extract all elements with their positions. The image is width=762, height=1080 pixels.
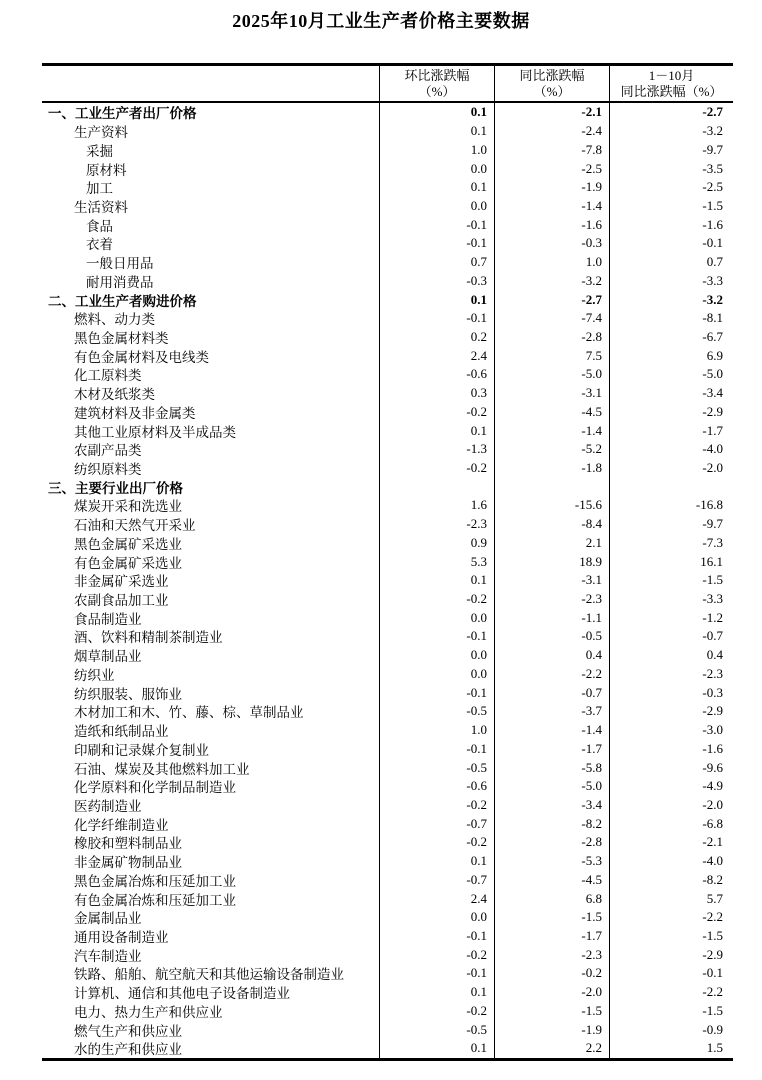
row-value: -2.3 — [609, 665, 733, 684]
table-row — [42, 964, 733, 983]
row-label: 金属制品业 — [74, 911, 142, 927]
row-value: -0.2 — [379, 833, 494, 852]
row-value: -2.3 — [379, 515, 494, 534]
table-row — [42, 702, 733, 721]
row-value: -8.4 — [494, 515, 609, 534]
column-header-line: （%） — [533, 83, 571, 99]
row-value: -0.3 — [494, 234, 609, 253]
row-value: -2.2 — [494, 665, 609, 684]
row-value — [609, 477, 733, 496]
row-value: -0.3 — [609, 683, 733, 702]
row-value: -0.2 — [379, 1002, 494, 1021]
row-value: -2.3 — [494, 945, 609, 964]
row-value: -7.3 — [609, 534, 733, 553]
row-value: 7.5 — [494, 346, 609, 365]
table-row — [42, 1002, 733, 1021]
row-value: -3.1 — [494, 571, 609, 590]
row-label: 建筑材料及非金属类 — [74, 405, 196, 421]
row-value: -3.2 — [494, 271, 609, 290]
row-label: 燃料、动力类 — [74, 312, 155, 328]
table-row — [42, 739, 733, 758]
row-label: 采掘 — [86, 143, 113, 159]
row-label: 化学原料和化学制品制造业 — [74, 780, 236, 796]
table-row — [42, 122, 733, 141]
row-value — [379, 477, 494, 496]
row-value: 0.1 — [379, 983, 494, 1002]
row-label: 二、工业生产者购进价格 — [48, 293, 197, 309]
table-row — [42, 384, 733, 403]
row-value: -3.5 — [609, 159, 733, 178]
row-value: -2.0 — [609, 459, 733, 478]
column-header-mom-change — [379, 66, 494, 101]
row-label: 生活资料 — [74, 199, 128, 215]
table-row — [42, 1039, 733, 1058]
row-value: -0.7 — [379, 870, 494, 889]
row-label: 黑色金属材料类 — [74, 330, 169, 346]
row-value: -2.8 — [494, 328, 609, 347]
table-row — [42, 552, 733, 571]
row-label: 造纸和纸制品业 — [74, 724, 169, 740]
row-label: 黑色金属矿采选业 — [74, 536, 182, 552]
table-row — [42, 683, 733, 702]
row-value: -1.6 — [494, 215, 609, 234]
row-value: -5.0 — [494, 777, 609, 796]
row-value: -7.4 — [494, 309, 609, 328]
column-header-line: 1－10月 — [648, 67, 695, 83]
row-value: -2.7 — [609, 103, 733, 122]
table-row — [42, 197, 733, 216]
row-value: -5.0 — [609, 365, 733, 384]
table-row — [42, 477, 733, 496]
row-value: -2.3 — [494, 590, 609, 609]
table-row — [42, 571, 733, 590]
row-value: 18.9 — [494, 552, 609, 571]
row-label: 煤炭开采和洗选业 — [74, 499, 182, 515]
row-value: -16.8 — [609, 496, 733, 515]
row-value: -1.7 — [609, 421, 733, 440]
row-value: -3.1 — [494, 384, 609, 403]
row-value: 0.1 — [379, 103, 494, 122]
table-row — [42, 665, 733, 684]
row-value: -0.1 — [379, 927, 494, 946]
row-label: 通用设备制造业 — [74, 929, 169, 945]
row-value: -3.2 — [609, 290, 733, 309]
row-value: -5.0 — [494, 365, 609, 384]
row-value: -0.2 — [379, 403, 494, 422]
row-value: 16.1 — [609, 552, 733, 571]
row-label: 木材加工和木、竹、藤、棕、草制品业 — [74, 705, 304, 721]
row-label: 耐用消费品 — [86, 274, 154, 290]
table-row — [42, 309, 733, 328]
row-value: -4.5 — [494, 870, 609, 889]
row-value: -0.1 — [609, 234, 733, 253]
row-value: 6.8 — [494, 889, 609, 908]
row-value: 0.3 — [379, 384, 494, 403]
row-value: -5.8 — [494, 758, 609, 777]
row-value: -2.7 — [494, 290, 609, 309]
row-value: -0.6 — [379, 777, 494, 796]
row-label: 衣着 — [86, 237, 113, 253]
table-row — [42, 721, 733, 740]
row-value: 0.0 — [379, 608, 494, 627]
table-row — [42, 215, 733, 234]
table-row — [42, 140, 733, 159]
row-value: 0.1 — [379, 122, 494, 141]
row-value: 0.1 — [379, 1039, 494, 1058]
table-row — [42, 346, 733, 365]
table-row — [42, 328, 733, 347]
row-label: 烟草制品业 — [74, 649, 142, 665]
row-label: 农副食品加工业 — [74, 593, 169, 609]
table-row — [42, 814, 733, 833]
row-label: 酒、饮料和精制茶制造业 — [74, 630, 223, 646]
row-value: 0.7 — [379, 253, 494, 272]
row-value: -2.5 — [494, 159, 609, 178]
row-value: -1.5 — [494, 908, 609, 927]
row-value: -1.4 — [494, 721, 609, 740]
row-value: -2.5 — [609, 178, 733, 197]
row-value: -2.0 — [609, 796, 733, 815]
row-label: 铁路、船舶、航空航天和其他运输设备制造业 — [74, 967, 344, 983]
row-value: 0.0 — [379, 908, 494, 927]
row-value: -6.8 — [609, 814, 733, 833]
row-value: -1.8 — [494, 459, 609, 478]
row-label: 黑色金属冶炼和压延加工业 — [74, 873, 236, 889]
row-value: -1.4 — [494, 421, 609, 440]
ppi-data-table — [42, 63, 733, 1061]
table-row — [42, 1020, 733, 1039]
row-value: -6.7 — [609, 328, 733, 347]
row-label: 三、主要行业出厂价格 — [48, 480, 183, 496]
row-value: -0.1 — [379, 739, 494, 758]
column-header-yoy-change — [494, 66, 609, 101]
row-label: 纺织业 — [74, 667, 115, 683]
table-row — [42, 927, 733, 946]
table-row — [42, 777, 733, 796]
row-value: -0.1 — [379, 309, 494, 328]
row-label: 原材料 — [86, 162, 127, 178]
row-value: 2.2 — [494, 1039, 609, 1058]
row-value: -3.4 — [494, 796, 609, 815]
row-value: -1.9 — [494, 1020, 609, 1039]
row-value: -1.5 — [609, 1002, 733, 1021]
row-value: -0.1 — [379, 234, 494, 253]
table-row — [42, 496, 733, 515]
row-value: -1.5 — [609, 927, 733, 946]
row-label: 医药制造业 — [74, 798, 142, 814]
row-value: -0.2 — [379, 459, 494, 478]
table-row — [42, 365, 733, 384]
row-value: 0.7 — [609, 253, 733, 272]
row-value: -7.8 — [494, 140, 609, 159]
row-value: -1.1 — [494, 608, 609, 627]
row-label: 加工 — [86, 181, 113, 197]
table-row — [42, 796, 733, 815]
header-spacer-cell — [42, 66, 379, 101]
row-label: 印刷和记录媒介复制业 — [74, 742, 209, 758]
row-value: -1.7 — [494, 739, 609, 758]
row-value: 5.7 — [609, 889, 733, 908]
row-value: -2.9 — [609, 945, 733, 964]
row-value: -2.9 — [609, 702, 733, 721]
row-value: -1.5 — [609, 571, 733, 590]
row-value: -0.2 — [379, 796, 494, 815]
table-row — [42, 608, 733, 627]
row-value: -2.2 — [609, 908, 733, 927]
row-value: -3.7 — [494, 702, 609, 721]
row-label: 电力、热力生产和供应业 — [74, 1004, 223, 1020]
row-value: -1.6 — [609, 215, 733, 234]
row-value: -4.5 — [494, 403, 609, 422]
table-row — [42, 627, 733, 646]
row-value: 0.0 — [379, 159, 494, 178]
row-value: -0.2 — [379, 945, 494, 964]
row-value: 0.0 — [379, 665, 494, 684]
row-value: 1.5 — [609, 1039, 733, 1058]
table-row — [42, 271, 733, 290]
row-value: -9.7 — [609, 140, 733, 159]
row-value: -0.1 — [379, 964, 494, 983]
row-value: -1.3 — [379, 440, 494, 459]
row-value: 0.9 — [379, 534, 494, 553]
row-label: 汽车制造业 — [74, 948, 142, 964]
table-row — [42, 758, 733, 777]
table-row — [42, 515, 733, 534]
row-value: 0.1 — [379, 290, 494, 309]
row-value: -0.7 — [609, 627, 733, 646]
row-value: -0.1 — [379, 683, 494, 702]
table-row — [42, 889, 733, 908]
column-header-line: 同比涨跌幅 — [519, 67, 585, 83]
row-label: 石油和天然气开采业 — [74, 518, 196, 534]
row-label: 食品 — [86, 218, 113, 234]
row-value: -3.4 — [609, 384, 733, 403]
row-label: 非金属矿物制品业 — [74, 855, 182, 871]
row-value: -0.1 — [379, 627, 494, 646]
table-row — [42, 590, 733, 609]
table-row — [42, 983, 733, 1002]
row-value: -0.7 — [494, 683, 609, 702]
row-value: -2.0 — [494, 983, 609, 1002]
row-value: -2.4 — [494, 122, 609, 141]
table-row — [42, 646, 733, 665]
row-label: 生产资料 — [74, 125, 128, 141]
row-value: 2.4 — [379, 889, 494, 908]
row-value: -4.9 — [609, 777, 733, 796]
row-label: 有色金属材料及电线类 — [74, 349, 209, 365]
row-value: 6.9 — [609, 346, 733, 365]
row-value: -0.3 — [379, 271, 494, 290]
row-value: -8.2 — [609, 870, 733, 889]
row-value: -5.2 — [494, 440, 609, 459]
row-value: -0.2 — [379, 590, 494, 609]
row-value: 0.2 — [379, 328, 494, 347]
row-label: 纺织服装、服饰业 — [74, 686, 182, 702]
row-label: 石油、煤炭及其他燃料加工业 — [74, 761, 250, 777]
column-header-line: 环比涨跌幅 — [404, 67, 470, 83]
table-header-row — [42, 66, 733, 103]
row-value: -0.5 — [379, 1020, 494, 1039]
row-value: -1.6 — [609, 739, 733, 758]
table-row — [42, 870, 733, 889]
row-label: 其他工业原材料及半成品类 — [74, 424, 236, 440]
row-value: -1.5 — [609, 197, 733, 216]
column-header-line: 同比涨跌幅（%） — [620, 83, 723, 99]
row-value: -0.2 — [494, 964, 609, 983]
table-row — [42, 403, 733, 422]
row-value: 0.1 — [379, 571, 494, 590]
table-row — [42, 945, 733, 964]
table-row — [42, 103, 733, 122]
row-value: -0.5 — [379, 758, 494, 777]
row-value: 1.0 — [379, 140, 494, 159]
table-row — [42, 908, 733, 927]
column-header-ytd-yoy-change — [609, 66, 733, 101]
row-value: 0.0 — [379, 646, 494, 665]
row-value: -0.7 — [379, 814, 494, 833]
row-label: 木材及纸浆类 — [74, 387, 155, 403]
row-value: -3.3 — [609, 590, 733, 609]
row-value: -15.6 — [494, 496, 609, 515]
row-label: 化工原料类 — [74, 368, 142, 384]
table-row — [42, 440, 733, 459]
table-row — [42, 178, 733, 197]
row-value: -0.1 — [609, 964, 733, 983]
row-value: -1.5 — [494, 1002, 609, 1021]
row-value: -5.3 — [494, 852, 609, 871]
row-value: -0.9 — [609, 1020, 733, 1039]
row-value: -8.2 — [494, 814, 609, 833]
row-value: -9.6 — [609, 758, 733, 777]
row-label: 燃气生产和供应业 — [74, 1023, 182, 1039]
row-value: 2.1 — [494, 534, 609, 553]
row-value: 2.4 — [379, 346, 494, 365]
row-value: 0.1 — [379, 852, 494, 871]
table-row — [42, 833, 733, 852]
row-value: -0.1 — [379, 215, 494, 234]
row-label: 非金属矿采选业 — [74, 574, 169, 590]
row-value: 0.4 — [609, 646, 733, 665]
row-value: -4.0 — [609, 852, 733, 871]
row-value: 0.4 — [494, 646, 609, 665]
row-value: -0.5 — [494, 627, 609, 646]
table-row — [42, 290, 733, 309]
table-body — [42, 103, 733, 1058]
row-value: -8.1 — [609, 309, 733, 328]
row-value: -3.2 — [609, 122, 733, 141]
row-value: -0.5 — [379, 702, 494, 721]
table-row — [42, 159, 733, 178]
row-value: 0.0 — [379, 197, 494, 216]
table-row — [42, 421, 733, 440]
column-header-line: （%） — [418, 83, 456, 99]
row-value: 5.3 — [379, 552, 494, 571]
row-value: -2.8 — [494, 833, 609, 852]
row-value: -4.0 — [609, 440, 733, 459]
row-value: -2.1 — [609, 833, 733, 852]
row-value: 0.1 — [379, 421, 494, 440]
row-label: 食品制造业 — [74, 611, 142, 627]
table-row — [42, 253, 733, 272]
row-value: -1.7 — [494, 927, 609, 946]
row-label: 有色金属冶炼和压延加工业 — [74, 892, 236, 908]
row-label: 农副产品类 — [74, 443, 142, 459]
row-value: -9.7 — [609, 515, 733, 534]
row-value: -3.3 — [609, 271, 733, 290]
row-label: 计算机、通信和其他电子设备制造业 — [74, 986, 290, 1002]
row-value: -1.4 — [494, 197, 609, 216]
row-value: -1.9 — [494, 178, 609, 197]
row-value: 1.0 — [379, 721, 494, 740]
row-value: -0.6 — [379, 365, 494, 384]
row-value: 1.6 — [379, 496, 494, 515]
row-label: 一、工业生产者出厂价格 — [48, 106, 197, 122]
row-value: -2.2 — [609, 983, 733, 1002]
row-value: 0.1 — [379, 178, 494, 197]
row-label: 水的生产和供应业 — [74, 1042, 182, 1058]
row-label: 有色金属矿采选业 — [74, 555, 182, 571]
page-title: 2025年10月工业生产者价格主要数据 — [232, 11, 530, 31]
row-value: -2.1 — [494, 103, 609, 122]
row-value — [494, 477, 609, 496]
row-value: 1.0 — [494, 253, 609, 272]
row-label: 纺织原料类 — [74, 462, 142, 478]
row-value: -1.2 — [609, 608, 733, 627]
table-row — [42, 234, 733, 253]
table-row — [42, 459, 733, 478]
row-label: 橡胶和塑料制品业 — [74, 836, 182, 852]
table-row — [42, 534, 733, 553]
row-value: -3.0 — [609, 721, 733, 740]
row-label: 化学纤维制造业 — [74, 817, 169, 833]
row-label: 一般日用品 — [86, 256, 154, 272]
table-row — [42, 852, 733, 871]
row-value: -2.9 — [609, 403, 733, 422]
